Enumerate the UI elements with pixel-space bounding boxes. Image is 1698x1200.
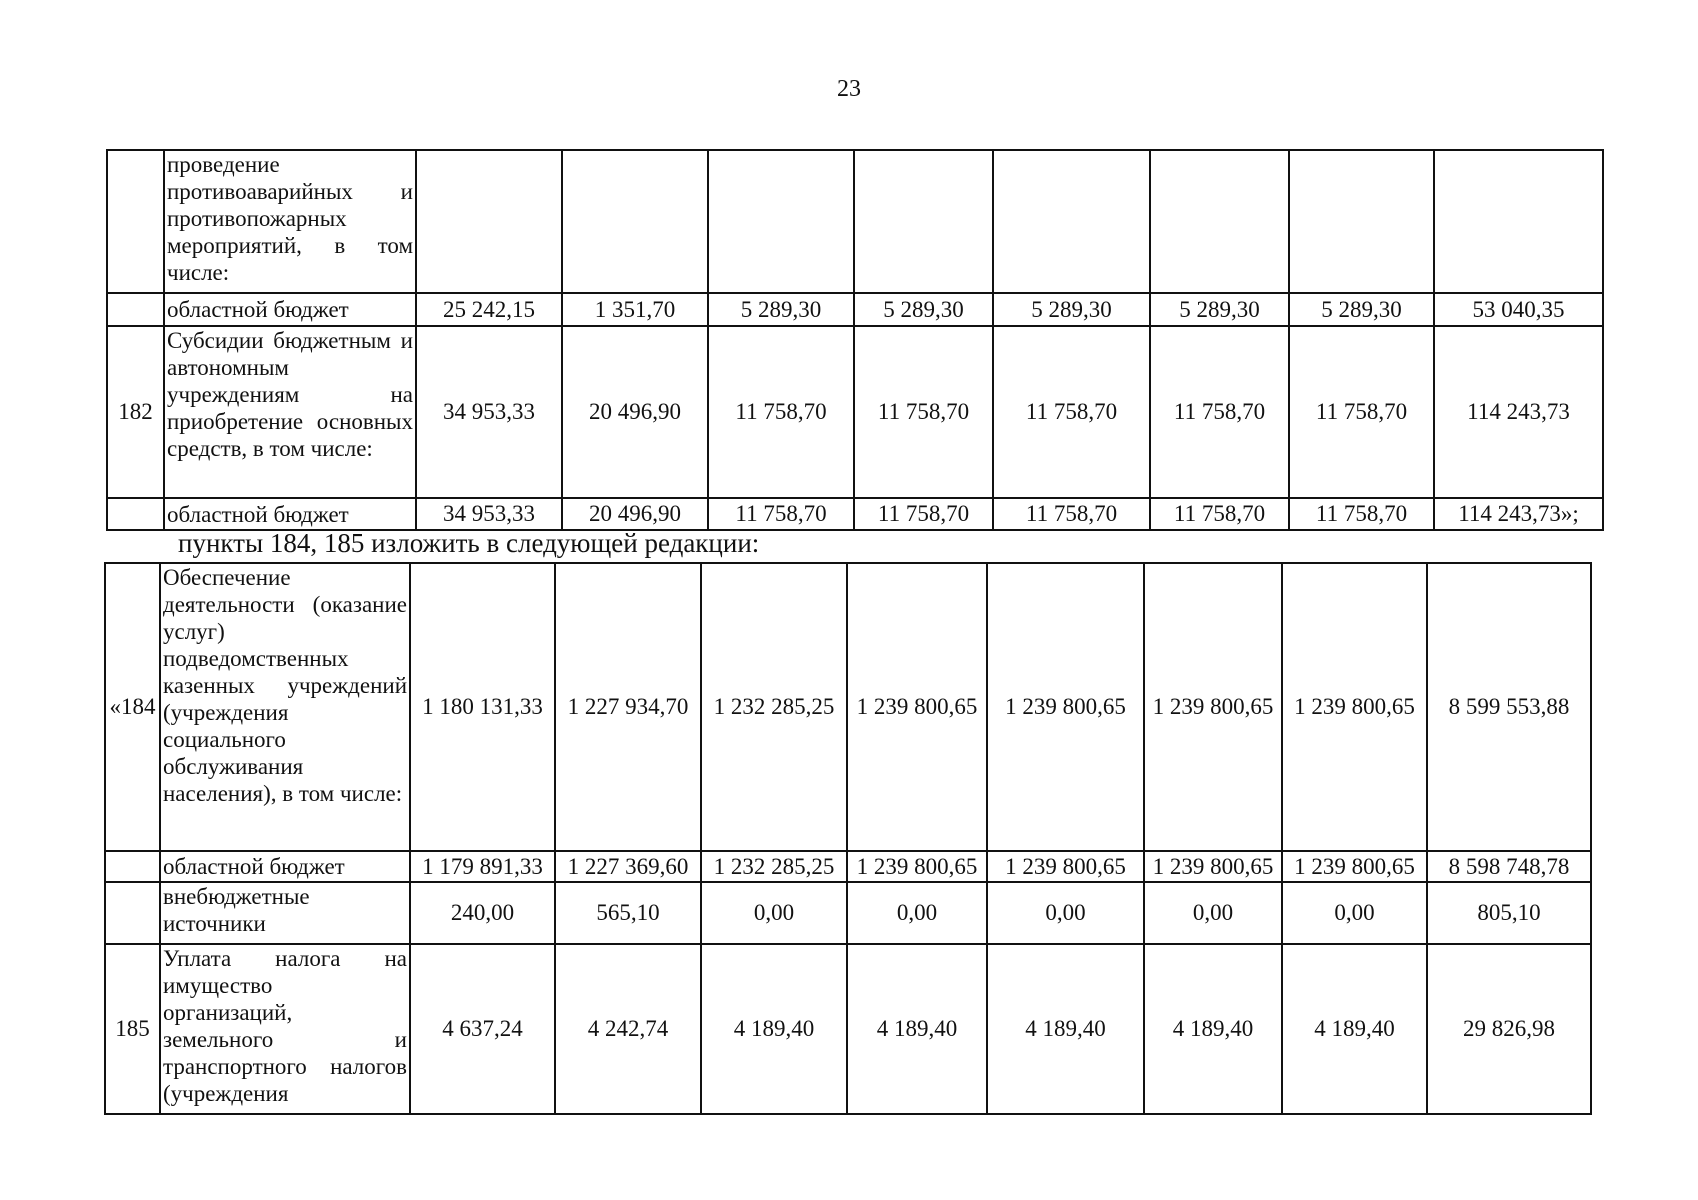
row-number: «184 [105,563,160,851]
value-cell: 11 758,70 [993,326,1150,498]
value-cell: 4 189,40 [701,944,847,1114]
row-description: областной бюджет [164,498,416,530]
value-cell: 5 289,30 [1150,293,1289,326]
value-cell: 1 239 800,65 [1144,563,1282,851]
value-cell: 1 180 131,33 [410,563,555,851]
value-cell: 0,00 [987,882,1144,944]
value-cell: 1 232 285,25 [701,563,847,851]
table-row [107,293,1603,326]
value-cell: 5 289,30 [993,293,1150,326]
table-row [105,882,1591,944]
table-row [107,498,1603,530]
value-cell: 1 179 891,33 [410,851,555,882]
row-description: областной бюджет [164,293,416,326]
value-cell [1289,150,1434,293]
row-number: 182 [107,326,164,498]
value-cell [708,150,854,293]
value-cell: 0,00 [1144,882,1282,944]
amendment-instruction: пункты 184, 185 изложить в следующей редакции: [178,528,760,558]
value-cell: 4 189,40 [847,944,987,1114]
value-cell: 1 239 800,65 [987,851,1144,882]
budget-table-continued [106,149,1604,531]
total-cell: 114 243,73 [1434,326,1603,498]
value-cell: 1 239 800,65 [847,851,987,882]
value-cell [416,150,562,293]
total-cell: 805,10 [1427,882,1591,944]
value-cell: 5 289,30 [854,293,993,326]
value-cell: 1 239 800,65 [987,563,1144,851]
value-cell: 11 758,70 [1289,498,1434,530]
value-cell: 20 496,90 [562,326,708,498]
row-number [105,851,160,882]
row-description: проведение противоаварийных и противопожарных мероприятий, в том числе: [164,150,416,293]
total-cell: 8 598 748,78 [1427,851,1591,882]
row-number: 185 [105,944,160,1114]
table-row [105,851,1591,882]
row-number [105,882,160,944]
value-cell: 11 758,70 [1150,326,1289,498]
value-cell: 11 758,70 [854,326,993,498]
row-description: Уплата налога на имущество организаций, земельного и транспортного налогов (учреждения [160,944,410,1114]
value-cell: 1 239 800,65 [847,563,987,851]
row-description: Субсидии бюджетным и автономным учреждениям на приобретение основных средств, в том числе: [164,326,416,498]
table-row [107,326,1603,498]
value-cell: 1 351,70 [562,293,708,326]
value-cell: 565,10 [555,882,701,944]
value-cell: 0,00 [1282,882,1427,944]
total-cell [1434,150,1603,293]
total-cell: 29 826,98 [1427,944,1591,1114]
row-number [107,498,164,530]
total-cell: 114 243,73»; [1434,498,1603,530]
page-number: 23 [837,76,861,102]
row-description: Обеспечение деятельности (оказание услуг) подведомственных казенных учреждений (учреждения социального обслуживания населения), в том числе: [160,563,410,851]
value-cell: 1 227 369,60 [555,851,701,882]
value-cell [993,150,1150,293]
value-cell: 240,00 [410,882,555,944]
value-cell: 25 242,15 [416,293,562,326]
value-cell: 11 758,70 [854,498,993,530]
value-cell: 20 496,90 [562,498,708,530]
value-cell: 4 637,24 [410,944,555,1114]
value-cell: 4 189,40 [1282,944,1427,1114]
value-cell: 4 242,74 [555,944,701,1114]
value-cell: 1 232 285,25 [701,851,847,882]
value-cell: 11 758,70 [708,498,854,530]
budget-table-amended [104,562,1592,1115]
value-cell: 34 953,33 [416,326,562,498]
table-row [107,150,1603,293]
table-row [105,944,1591,1114]
row-description: областной бюджет [160,851,410,882]
value-cell: 4 189,40 [987,944,1144,1114]
value-cell: 1 239 800,65 [1282,851,1427,882]
value-cell: 11 758,70 [1289,326,1434,498]
value-cell: 5 289,30 [1289,293,1434,326]
value-cell [854,150,993,293]
value-cell: 1 227 934,70 [555,563,701,851]
table-row [105,563,1591,851]
row-number [107,150,164,293]
value-cell: 1 239 800,65 [1144,851,1282,882]
value-cell: 4 189,40 [1144,944,1282,1114]
value-cell: 11 758,70 [1150,498,1289,530]
value-cell [1150,150,1289,293]
row-description: внебюджетные источники [160,882,410,944]
total-cell: 53 040,35 [1434,293,1603,326]
row-number [107,293,164,326]
value-cell: 1 239 800,65 [1282,563,1427,851]
value-cell: 11 758,70 [708,326,854,498]
value-cell: 0,00 [701,882,847,944]
value-cell: 5 289,30 [708,293,854,326]
value-cell: 34 953,33 [416,498,562,530]
total-cell: 8 599 553,88 [1427,563,1591,851]
value-cell: 0,00 [847,882,987,944]
value-cell [562,150,708,293]
value-cell: 11 758,70 [993,498,1150,530]
